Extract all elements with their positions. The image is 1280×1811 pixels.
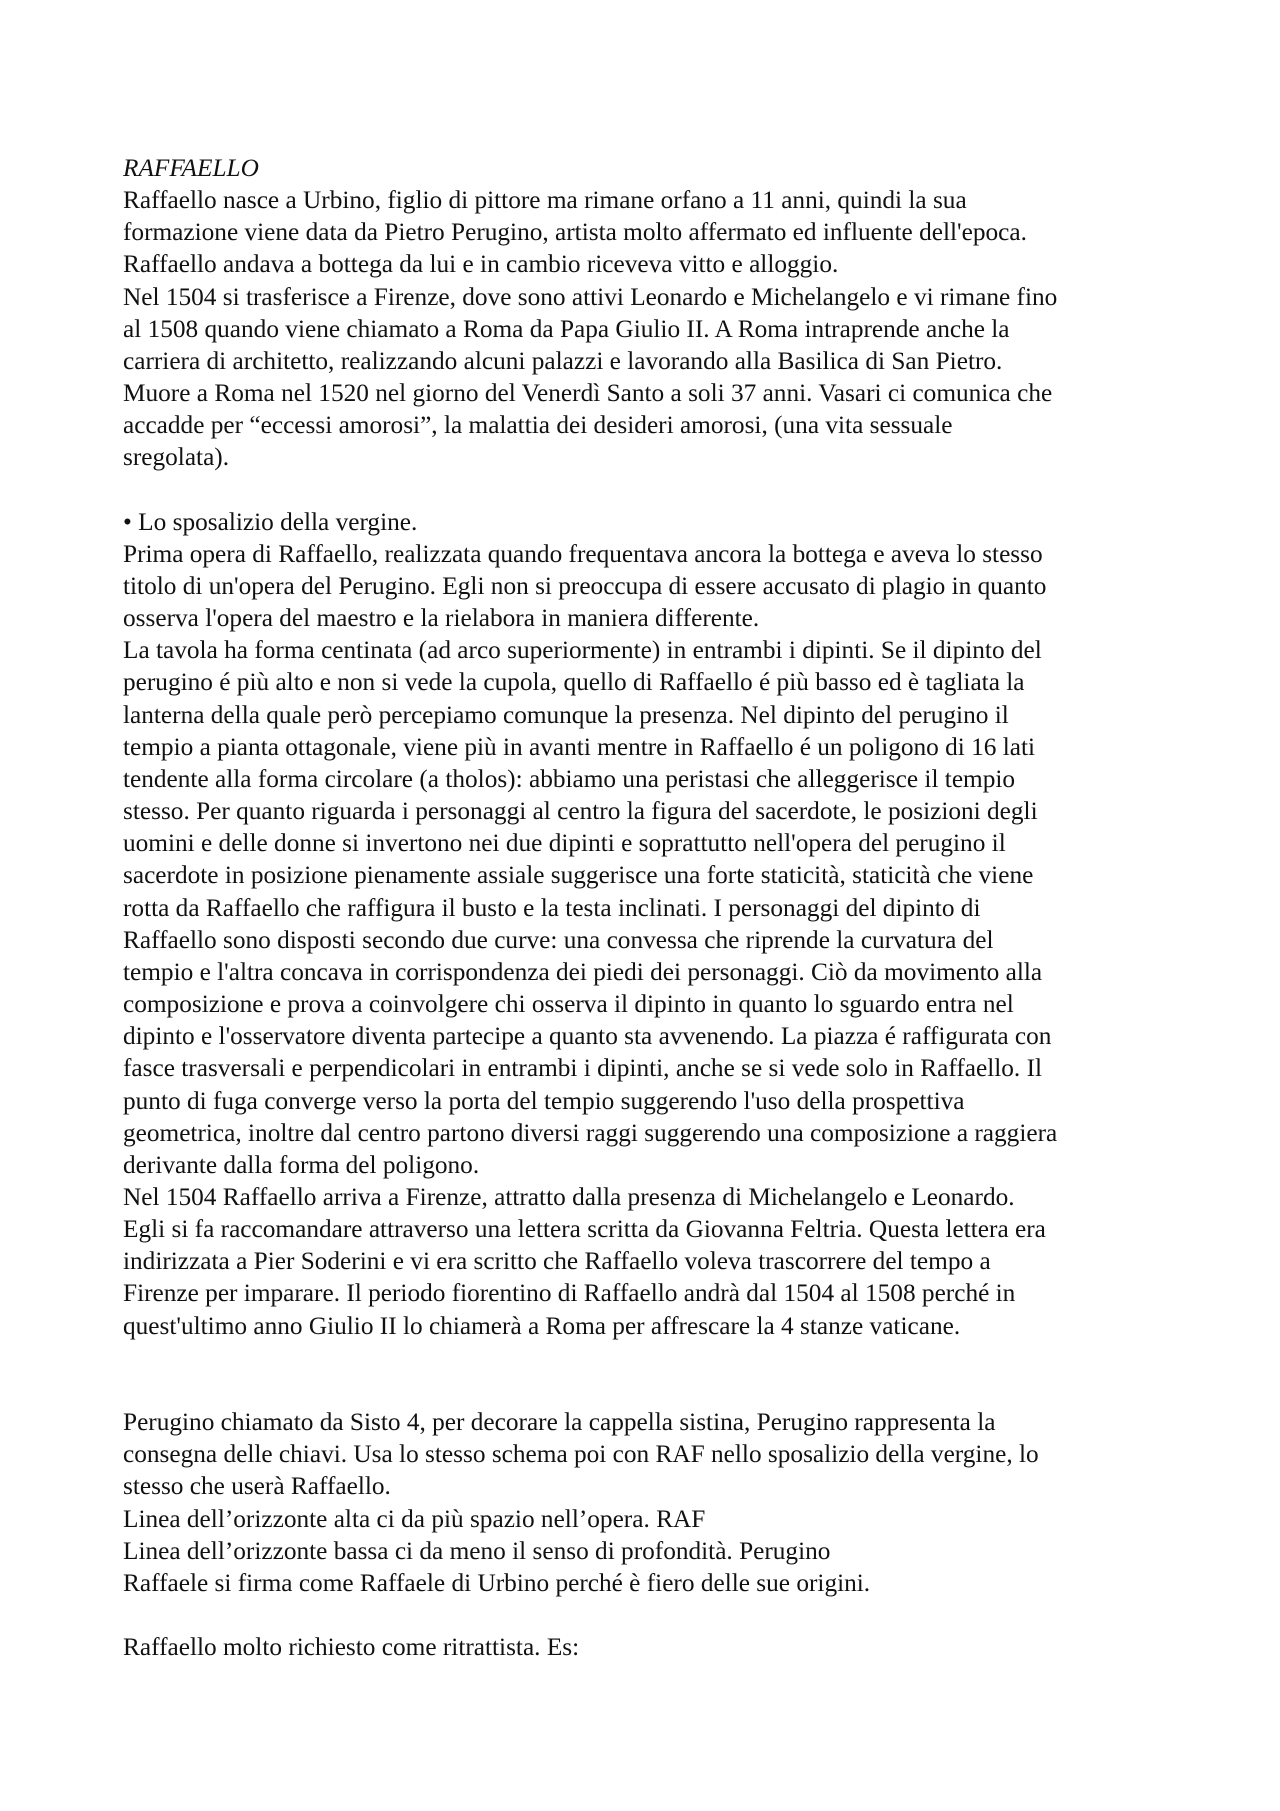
blank-line	[123, 474, 1173, 506]
text-line: Linea dell’orizzonte bassa ci da meno il senso di profondità. Perugino	[123, 1536, 831, 1565]
text-line: perugino é più alto e non si vede la cupola, quello di Raffaello é più basso ed è tagliata la	[123, 668, 1025, 697]
text-line: quest'ultimo anno Giulio II lo chiamerà a Roma per affrescare la 4 stanze vaticane.	[123, 1311, 961, 1340]
text-line: uomini e delle donne si invertono nei due dipinti e soprattutto nell'opera del perugino il	[123, 829, 1006, 858]
text-line: Raffaello sono disposti secondo due curve: una convessa che riprende la curvatura del	[123, 925, 994, 954]
text-line: dipinto e l'osservatore diventa partecipe a quanto sta avvenendo. La piazza é raffigurata con	[123, 1022, 1052, 1051]
text-line: La tavola ha forma centinata (ad arco superiormente) in entrambi i dipinti. Se il dipinto del	[123, 636, 1042, 665]
text-line: Egli si fa raccomandare attraverso una lettera scritta da Giovanna Feltria. Questa lettera era	[123, 1215, 1046, 1244]
blank-line	[123, 1342, 1173, 1374]
text-line: Raffaello andava a bottega da lui e in cambio riceveva vitto e alloggio.	[123, 250, 839, 279]
text-line: fasce trasversali e perpendicolari in entrambi i dipinti, anche se si vede solo in Raffaello. Il	[123, 1054, 1043, 1083]
blank-line	[123, 1599, 1173, 1631]
text-line: tendente alla forma circolare (a tholos): abbiamo una peristasi che alleggerisce il tempio	[123, 764, 1016, 793]
text-line: lanterna della quale però percepiamo comunque la presenza. Nel dipinto del perugino il	[123, 700, 1009, 729]
text-line: Prima opera di Raffaello, realizzata quando frequentava ancora la bottega e aveva lo stesso	[123, 539, 1043, 568]
text-line: sregolata).	[123, 443, 230, 472]
text-line: composizione e prova a coinvolgere chi osserva il dipinto in quanto lo sguardo entra nel	[123, 990, 1014, 1019]
text-line: al 1508 quando viene chiamato a Roma da Papa Giulio II. A Roma intraprende anche la	[123, 314, 1010, 343]
text-line: • Lo sposalizio della vergine.	[123, 507, 418, 536]
text-line: carriera di architetto, realizzando alcuni palazzi e lavorando alla Basilica di San Pietro.	[123, 346, 1003, 375]
text-line: Raffaello nasce a Urbino, figlio di pittore ma rimane orfano a 11 anni, quindi la sua	[123, 186, 967, 215]
text-line: indirizzata a Pier Soderini e vi era scritto che Raffaello voleva trascorrere del tempo a	[123, 1247, 991, 1276]
text-line: rotta da Raffaello che raffigura il busto e la testa inclinati. I personaggi del dipinto di	[123, 893, 981, 922]
text-line: titolo di un'opera del Perugino. Egli non si preoccupa di essere accusato di plagio in quanto	[123, 572, 1047, 601]
text-line: tempio e l'altra concava in corrispondenza dei piedi dei personaggi. Ciò da movimento alla	[123, 957, 1043, 986]
text-line: Nel 1504 si trasferisce a Firenze, dove sono attivi Leonardo e Michelangelo e vi rimane fino	[123, 282, 1058, 311]
text-line: formazione viene data da Pietro Perugino, artista molto affermato ed influente dell'epoca.	[123, 218, 1027, 247]
text-line: accadde per “eccessi amorosi”, la malattia dei desideri amorosi, (una vita sessuale	[123, 411, 953, 440]
text-line: Nel 1504 Raffaello arriva a Firenze, attratto dalla presenza di Michelangelo e Leonardo.	[123, 1182, 1015, 1211]
text-line: Perugino chiamato da Sisto 4, per decorare la cappella sistina, Perugino rappresenta la	[123, 1408, 996, 1437]
text-line: Firenze per imparare. Il periodo fiorentino di Raffaello andrà dal 1504 al 1508 perché in	[123, 1279, 1016, 1308]
text-line: stesso che userà Raffaello.	[123, 1472, 391, 1501]
document-title: RAFFAELLO	[123, 154, 259, 182]
document-body	[123, 184, 1173, 1663]
text-line: Raffaele si firma come Raffaele di Urbino perché è fiero delle sue origini.	[123, 1568, 871, 1597]
text-line: Linea dell’orizzonte alta ci da più spazio nell’opera. RAF	[123, 1504, 706, 1533]
text-line: geometrica, inoltre dal centro partono diversi raggi suggerendo una composizione a raggiera	[123, 1118, 1058, 1147]
text-line: consegna delle chiavi. Usa lo stesso schema poi con RAF nello sposalizio della vergine, lo	[123, 1440, 1039, 1469]
text-line: sacerdote in posizione pienamente assiale suggerisce una forte staticità, staticità che viene	[123, 861, 1034, 890]
document-page	[123, 152, 1173, 1663]
text-line: Raffaello molto richiesto come ritrattista. Es:	[123, 1633, 580, 1662]
text-line: tempio a pianta ottagonale, viene più in avanti mentre in Raffaello é un poligono di 16 lati	[123, 732, 1036, 761]
text-line: Muore a Roma nel 1520 nel giorno del Venerdì Santo a soli 37 anni. Vasari ci comunica che	[123, 379, 1053, 408]
blank-line	[123, 1374, 1173, 1406]
text-line: stesso. Per quanto riguarda i personaggi al centro la figura del sacerdote, le posizioni degli	[123, 797, 1038, 826]
text-line: osserva l'opera del maestro e la rielabora in maniera differente.	[123, 604, 760, 633]
text-line: punto di fuga converge verso la porta del tempio suggerendo l'uso della prospettiva	[123, 1086, 965, 1115]
text-line: derivante dalla forma del poligono.	[123, 1150, 480, 1179]
